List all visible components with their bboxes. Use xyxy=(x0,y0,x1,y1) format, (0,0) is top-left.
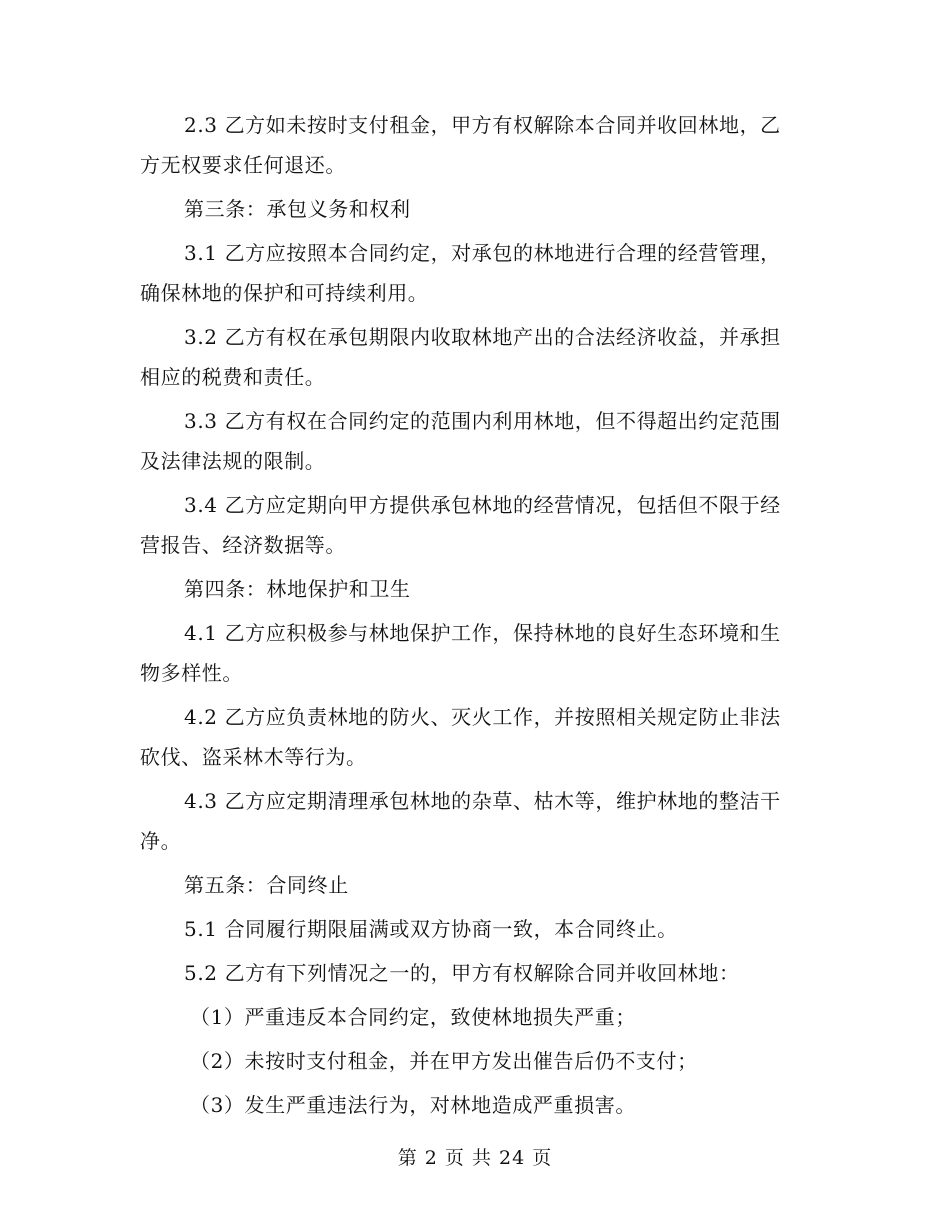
paragraph-5-1: 5.1 合同履行期限届满或双方协商一致，本合同终止。 xyxy=(184,917,678,941)
paragraph-3-3: 3.3 乙方有权在合同约定的范围内利用林地，但不得超出约定范围及法律法规的限制。 xyxy=(140,409,781,473)
list-item-3: （3）发生严重违法行为，对林地造成严重损害。 xyxy=(190,1093,636,1117)
list-item-1: （1）严重违反本合同约定，致使林地损失严重； xyxy=(190,1005,636,1029)
paragraph-4-1: 4.1 乙方应积极参与林地保护工作，保持林地的良好生态环境和生物多样性。 xyxy=(140,621,781,685)
page-footer: 第 2 页 共 24 页 xyxy=(397,1147,553,1169)
paragraph-3-4: 3.4 乙方应定期向甲方提供承包林地的经营情况，包括但不限于经营报告、经济数据等。 xyxy=(140,493,781,557)
paragraph-5-2: 5.2 乙方有下列情况之一的，甲方有权解除合同并收回林地： xyxy=(184,961,740,985)
list-item-2: （2）未按时支付租金，并在甲方发出催告后仍不支付； xyxy=(190,1049,698,1073)
paragraph-3-2: 3.2 乙方有权在承包期限内收取林地产出的合法经济收益，并承担相应的税费和责任。 xyxy=(140,325,781,389)
section-heading-5: 第五条：合同终止 xyxy=(184,873,349,897)
section-heading-4: 第四条：林地保护和卫生 xyxy=(184,577,411,601)
paragraph-4-3: 4.3 乙方应定期清理承包林地的杂草、枯木等，维护林地的整洁干净。 xyxy=(140,789,781,853)
document-body xyxy=(140,105,800,1129)
paragraph-4-2: 4.2 乙方应负责林地的防火、灭火工作，并按照相关规定防止非法砍伐、盗采林木等行为。 xyxy=(140,705,781,769)
paragraph-2-3: 2.3 乙方如未按时支付租金，甲方有权解除本合同并收回林地，乙方无权要求任何退还。 xyxy=(140,113,781,177)
section-heading-3: 第三条：承包义务和权利 xyxy=(184,197,411,221)
paragraph-3-1: 3.1 乙方应按照本合同约定，对承包的林地进行合理的经营管理，确保林地的保护和可持续利用。 xyxy=(140,241,781,305)
